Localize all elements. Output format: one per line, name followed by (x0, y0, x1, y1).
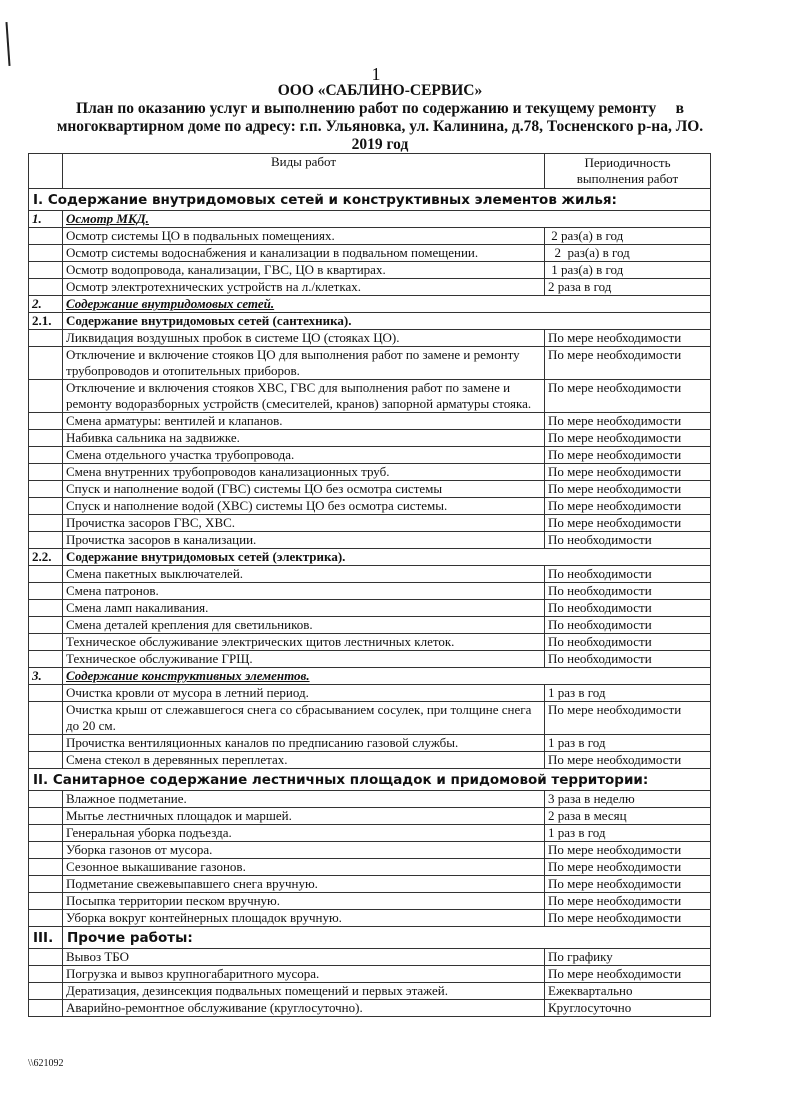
subsection-number: 1. (29, 211, 63, 228)
work-description: Смена ламп накаливания. (63, 600, 545, 617)
work-periodicity: Круглосуточно (545, 1000, 711, 1017)
section-number: III. (29, 927, 63, 949)
work-periodicity: По необходимости (545, 583, 711, 600)
table-row (29, 808, 711, 825)
work-description: Осмотр системы ЦО в подвальных помещениях. (63, 228, 545, 245)
work-description: Уборка вокруг контейнерных площадок вручную. (63, 910, 545, 927)
work-periodicity: По необходимости (545, 532, 711, 549)
table-row (29, 617, 711, 634)
works-table (28, 153, 711, 1017)
subsection-number: 2.1. (29, 313, 63, 330)
table-row (29, 228, 711, 245)
work-periodicity: Ежеквартально (545, 983, 711, 1000)
table-row (29, 245, 711, 262)
work-description: Очистка кровли от мусора в летний период. (63, 685, 545, 702)
table-row (29, 651, 711, 668)
work-periodicity: По мере необходимости (545, 464, 711, 481)
subsection-title: Содержание внутридомовых сетей (сантехника). (63, 313, 711, 330)
work-periodicity: По необходимости (545, 634, 711, 651)
subsection-row (29, 296, 711, 313)
row-number-cell (29, 735, 63, 752)
work-description: Смена арматуры: вентилей и клапанов. (63, 413, 545, 430)
header-period-line1: Периодичность (584, 155, 671, 170)
row-number-cell (29, 966, 63, 983)
table-row (29, 735, 711, 752)
work-periodicity: По мере необходимости (545, 876, 711, 893)
row-number-cell (29, 634, 63, 651)
section-row (29, 189, 711, 211)
section-title: I. Содержание внутридомовых сетей и конструктивных элементов жилья: (29, 189, 711, 211)
row-number-cell (29, 228, 63, 245)
subsection-row (29, 211, 711, 228)
row-number-cell (29, 651, 63, 668)
row-number-cell (29, 842, 63, 859)
work-description: Дератизация, дезинсекция подвальных помещений и первых этажей. (63, 983, 545, 1000)
row-number-cell (29, 752, 63, 769)
work-description: Смена деталей крепления для светильников. (63, 617, 545, 634)
work-periodicity: 1 раз в год (545, 735, 711, 752)
work-description: Смена стекол в деревянных переплетах. (63, 752, 545, 769)
work-description: Мытье лестничных площадок и маршей. (63, 808, 545, 825)
margin-mark (5, 22, 10, 66)
subsection-number: 2.2. (29, 549, 63, 566)
work-description: Аварийно-ремонтное обслуживание (круглосуточно). (63, 1000, 545, 1017)
row-number-cell (29, 498, 63, 515)
work-periodicity: По мере необходимости (545, 498, 711, 515)
row-number-cell (29, 413, 63, 430)
table-row (29, 600, 711, 617)
work-description: Набивка сальника на задвижке. (63, 430, 545, 447)
row-number-cell (29, 583, 63, 600)
subsection-row (29, 313, 711, 330)
row-number-cell (29, 702, 63, 735)
table-row (29, 893, 711, 910)
work-description: Осмотр системы водоснабжения и канализации в подвальном помещении. (63, 245, 545, 262)
row-number-cell (29, 515, 63, 532)
row-number-cell (29, 279, 63, 296)
table-row (29, 464, 711, 481)
work-description: Прочистка засоров в канализации. (63, 532, 545, 549)
work-description: Сезонное выкашивание газонов. (63, 859, 545, 876)
row-number-cell (29, 1000, 63, 1017)
subsection-title: Осмотр МКД. (63, 211, 711, 228)
work-description: Техническое обслуживание ГРЩ. (63, 651, 545, 668)
work-periodicity: По графику (545, 949, 711, 966)
work-description: Влажное подметание. (63, 791, 545, 808)
row-number-cell (29, 791, 63, 808)
work-periodicity: По мере необходимости (545, 910, 711, 927)
subsection-row (29, 668, 711, 685)
work-description: Техническое обслуживание электрических щитов лестничных клеток. (63, 634, 545, 651)
section-row (29, 927, 711, 949)
table-row (29, 430, 711, 447)
row-number-cell (29, 685, 63, 702)
row-number-cell (29, 876, 63, 893)
row-number-cell (29, 910, 63, 927)
header-work-cell: Виды работ (63, 154, 545, 189)
table-row (29, 825, 711, 842)
organization-name: ООО «САБЛИНО-СЕРВИС» (277, 82, 483, 99)
table-row (29, 1000, 711, 1017)
work-periodicity: По мере необходимости (545, 447, 711, 464)
work-periodicity: 2 раз(а) в год (545, 245, 711, 262)
work-periodicity: По необходимости (545, 566, 711, 583)
work-periodicity: 1 раз(а) в год (545, 262, 711, 279)
work-description: Уборка газонов от мусора. (63, 842, 545, 859)
work-periodicity: 2 раза в месяц (545, 808, 711, 825)
table-row (29, 262, 711, 279)
subsection-title: Содержание внутридомовых сетей (электрика). (63, 549, 711, 566)
row-number-cell (29, 430, 63, 447)
subsection-title: Содержание конструктивных элементов. (63, 668, 711, 685)
plan-title-line1: План по оказанию услуг и выполнению работ по содержанию и текущему ремонту в (76, 100, 684, 117)
table-row (29, 279, 711, 296)
plan-year: 2019 год (351, 136, 409, 153)
row-number-cell (29, 347, 63, 380)
row-number-cell (29, 808, 63, 825)
work-description: Отключение и включения стояков ХВС, ГВС для выполнения работ по замене и ремонту водоразборных устройств (смесителей, кранов) запорной арматуры стояка. (63, 380, 545, 413)
table-row (29, 685, 711, 702)
work-description: Посыпка территории песком вручную. (63, 893, 545, 910)
sub22-items (29, 566, 711, 668)
work-description: Генеральная уборка подъезда. (63, 825, 545, 842)
work-periodicity: 2 раз(а) в год (545, 228, 711, 245)
table-row (29, 910, 711, 927)
work-periodicity: По необходимости (545, 651, 711, 668)
subsection-number: 2. (29, 296, 63, 313)
table-row (29, 634, 711, 651)
work-description: Смена отдельного участка трубопровода. (63, 447, 545, 464)
table-row (29, 447, 711, 464)
work-periodicity: По необходимости (545, 600, 711, 617)
row-number-cell (29, 600, 63, 617)
table-row (29, 413, 711, 430)
work-description: Отключение и включение стояков ЦО для выполнения работ по замене и ремонту трубопроводов и отопительных приборов. (63, 347, 545, 380)
work-description: Осмотр водопровода, канализации, ГВС, ЦО в квартирах. (63, 262, 545, 279)
work-periodicity: По мере необходимости (545, 702, 711, 735)
table-header-row (29, 154, 711, 189)
work-periodicity: По мере необходимости (545, 752, 711, 769)
table-row (29, 859, 711, 876)
row-number-cell (29, 949, 63, 966)
plan-title-line2: многоквартирном доме по адресу: г.п. Ульяновка, ул. Калинина, д.78, Тосненского р-на, ЛО. (56, 118, 704, 135)
header-num-cell (29, 154, 63, 189)
work-periodicity: По мере необходимости (545, 330, 711, 347)
work-periodicity: По мере необходимости (545, 966, 711, 983)
work-description: Прочистка засоров ГВС, ХВС. (63, 515, 545, 532)
footer-code: \\621092 (28, 1058, 64, 1069)
row-number-cell (29, 983, 63, 1000)
sub3-items (29, 685, 711, 769)
document-header (28, 82, 732, 154)
subsection-row (29, 549, 711, 566)
work-description: Спуск и наполнение водой (ХВС) системы ЦО без осмотра системы. (63, 498, 545, 515)
row-number-cell (29, 859, 63, 876)
table-row (29, 842, 711, 859)
work-description: Ликвидация воздушных пробок в системе ЦО (стояках ЦО). (63, 330, 545, 347)
section-row (29, 769, 711, 791)
work-description: Смена патронов. (63, 583, 545, 600)
work-periodicity: 1 раз в год (545, 825, 711, 842)
header-period-line2: выполнения работ (576, 171, 679, 186)
section3-items (29, 949, 711, 1017)
table-row (29, 515, 711, 532)
work-periodicity: По мере необходимости (545, 430, 711, 447)
section2-items (29, 791, 711, 927)
header-period-cell (545, 154, 711, 189)
work-description: Подметание свежевыпавшего снега вручную. (63, 876, 545, 893)
sub21-items (29, 330, 711, 549)
work-description: Спуск и наполнение водой (ГВС) системы ЦО без осмотра системы (63, 481, 545, 498)
work-periodicity: По мере необходимости (545, 481, 711, 498)
row-number-cell (29, 566, 63, 583)
row-number-cell (29, 893, 63, 910)
row-number-cell (29, 464, 63, 481)
table-row (29, 566, 711, 583)
table-row (29, 330, 711, 347)
work-description: Погрузка и вывоз крупногабаритного мусора. (63, 966, 545, 983)
subsection-title: Содержание внутридомовых сетей. (63, 296, 711, 313)
table-row (29, 532, 711, 549)
table-row (29, 380, 711, 413)
work-periodicity: По мере необходимости (545, 842, 711, 859)
row-number-cell (29, 825, 63, 842)
table-row (29, 347, 711, 380)
table-row (29, 498, 711, 515)
row-number-cell (29, 262, 63, 279)
work-periodicity: 2 раза в год (545, 279, 711, 296)
work-periodicity: 1 раз в год (545, 685, 711, 702)
work-description: Прочистка вентиляционных каналов по предписанию газовой службы. (63, 735, 545, 752)
work-periodicity: По мере необходимости (545, 859, 711, 876)
work-description: Очистка крыш от слежавшегося снега со сбрасыванием сосулек, при толщине снега до 20 см. (63, 702, 545, 735)
row-number-cell (29, 532, 63, 549)
table-row (29, 702, 711, 735)
work-description: Смена пакетных выключателей. (63, 566, 545, 583)
work-periodicity: 3 раза в неделю (545, 791, 711, 808)
sub1-items (29, 228, 711, 296)
work-description: Смена внутренних трубопроводов канализационных труб. (63, 464, 545, 481)
work-periodicity: По мере необходимости (545, 413, 711, 430)
table-row (29, 949, 711, 966)
table-row (29, 966, 711, 983)
row-number-cell (29, 380, 63, 413)
table-row (29, 583, 711, 600)
work-periodicity: По мере необходимости (545, 380, 711, 413)
row-number-cell (29, 617, 63, 634)
page-number: 1 (371, 64, 381, 84)
row-number-cell (29, 481, 63, 498)
work-periodicity: По мере необходимости (545, 893, 711, 910)
work-description: Вывоз ТБО (63, 949, 545, 966)
section-title: II. Санитарное содержание лестничных площадок и придомовой территории: (29, 769, 711, 791)
table-row (29, 481, 711, 498)
table-row (29, 791, 711, 808)
work-periodicity: По мере необходимости (545, 515, 711, 532)
table-row (29, 752, 711, 769)
section-title: Прочие работы: (63, 927, 711, 949)
work-periodicity: По необходимости (545, 617, 711, 634)
row-number-cell (29, 245, 63, 262)
work-description: Осмотр электротехнических устройств на л./клетках. (63, 279, 545, 296)
table-row (29, 983, 711, 1000)
row-number-cell (29, 330, 63, 347)
work-periodicity: По мере необходимости (545, 347, 711, 380)
row-number-cell (29, 447, 63, 464)
subsection-number: 3. (29, 668, 63, 685)
table-row (29, 876, 711, 893)
